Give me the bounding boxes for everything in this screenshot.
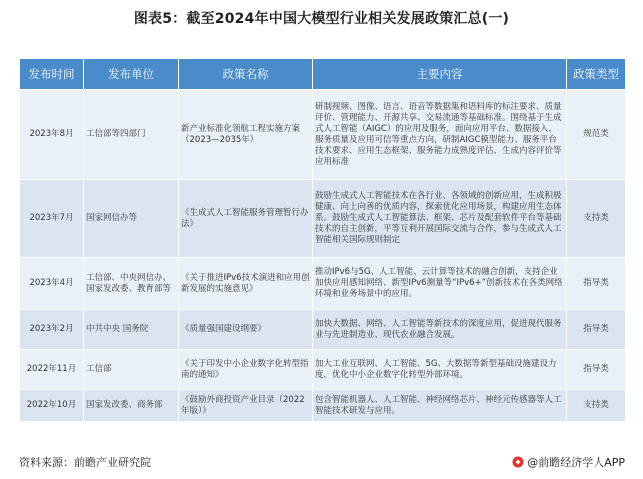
cell-type: 规范类 <box>567 90 626 180</box>
cell-unit: 国家网信办等 <box>84 180 179 258</box>
table-row <box>20 258 626 310</box>
cell-type: 支持类 <box>567 180 626 258</box>
cell-date: 2023年7月 <box>20 180 84 258</box>
header-content: 主要内容 <box>313 59 567 90</box>
cell-date: 2023年2月 <box>20 310 84 350</box>
cell-policy-name: 《关于印发中小企业数字化转型指南的通知》 <box>179 350 313 390</box>
cell-unit: 工信部 <box>84 350 179 390</box>
table-row <box>20 390 626 422</box>
cell-unit: 中共中央 国务院 <box>84 310 179 350</box>
cell-content: 研制视频、图像、语言、语音等数据集和语料库的标注要求、质量评价、管理能力、开源共享、交易流通等基础标准。围绕基于生成式人工智能（AIGC）的应用及服务，面向应用平台、数据接入、服务质量及应用可信等重点方向，研制AIGC模型能力、服务平台技术要求、应用生态框架、服务能力成熟度评估、生成内容评价等应用标准 <box>313 90 567 180</box>
brand-logo-icon <box>512 456 524 468</box>
cell-policy-name: 《质量强国建设纲要》 <box>179 310 313 350</box>
header-unit: 发布单位 <box>84 59 179 90</box>
cell-type: 指导类 <box>567 310 626 350</box>
cell-unit: 国家发改委、商务部 <box>84 390 179 422</box>
cell-type: 支持类 <box>567 390 626 422</box>
table-row <box>20 180 626 258</box>
table-row <box>20 310 626 350</box>
header-policy-name: 政策名称 <box>179 59 313 90</box>
cell-policy-name: 《生成式人工智能服务管理暂行办法》 <box>179 180 313 258</box>
cell-unit: 工信部、中央网信办、国家发改委、教育部等 <box>84 258 179 310</box>
cell-content: 鼓励生成式人工智能技术在各行业、各领域的创新应用，生成积极健康、向上向善的优质内容，探索优化应用场景，构建应用生态体系。鼓励生成式人工智能算法、框架、芯片及配套软件平台等基础技术的自主创新，平等互利开展国际交流与合作，参与生成式人工智能相关国际规则制定 <box>313 180 567 258</box>
cell-date: 2022年11月 <box>20 350 84 390</box>
cell-content: 推动IPv6与5G、人工智能、云计算等技术的融合创新，支持企业加快应用感知网络、新型IPv6测量等“IPv6+”创新技术在各类网络环境和业务场景中的应用。 <box>313 258 567 310</box>
header-date: 发布时间 <box>20 59 84 90</box>
cell-type: 指导类 <box>567 258 626 310</box>
brand-credit <box>512 454 625 470</box>
cell-content: 加大工业互联网、人工智能、5G、大数据等新型基础设施建设力度，优化中小企业数字化转型外部环境。 <box>313 350 567 390</box>
cell-content: 包含智能机器人、人工智能、神经网络芯片、神经元传感器等人工智能技术研发与应用。 <box>313 390 567 422</box>
cell-policy-name: 《鼓励外商投资产业目录（2022年版）》 <box>179 390 313 422</box>
table-row <box>20 90 626 180</box>
cell-date: 2023年8月 <box>20 90 84 180</box>
cell-date: 2022年10月 <box>20 390 84 422</box>
cell-unit: 工信部等四部门 <box>84 90 179 180</box>
table-header-row <box>20 59 626 90</box>
cell-policy-name: 《关于推进IPv6技术演进和应用创新发展的实施意见》 <box>179 258 313 310</box>
cell-date: 2023年4月 <box>20 258 84 310</box>
source-note: 资料来源：前瞻产业研究院 <box>19 456 151 469</box>
header-type: 政策类型 <box>567 59 626 90</box>
chart-title: 图表5：截至2024年中国大模型行业相关发展政策汇总(一) <box>133 11 510 27</box>
policy-table <box>19 58 626 422</box>
cell-type: 指导类 <box>567 350 626 390</box>
cell-policy-name: 新产业标准化领航工程实施方案（2023—2035年） <box>179 90 313 180</box>
brand-label: @前瞻经济学人APP <box>527 456 625 469</box>
cell-content: 加快大数据、网络、人工智能等新技术的深度应用，促进现代服务业与先进制造业、现代农业融合发展。 <box>313 310 567 350</box>
table-row <box>20 350 626 390</box>
